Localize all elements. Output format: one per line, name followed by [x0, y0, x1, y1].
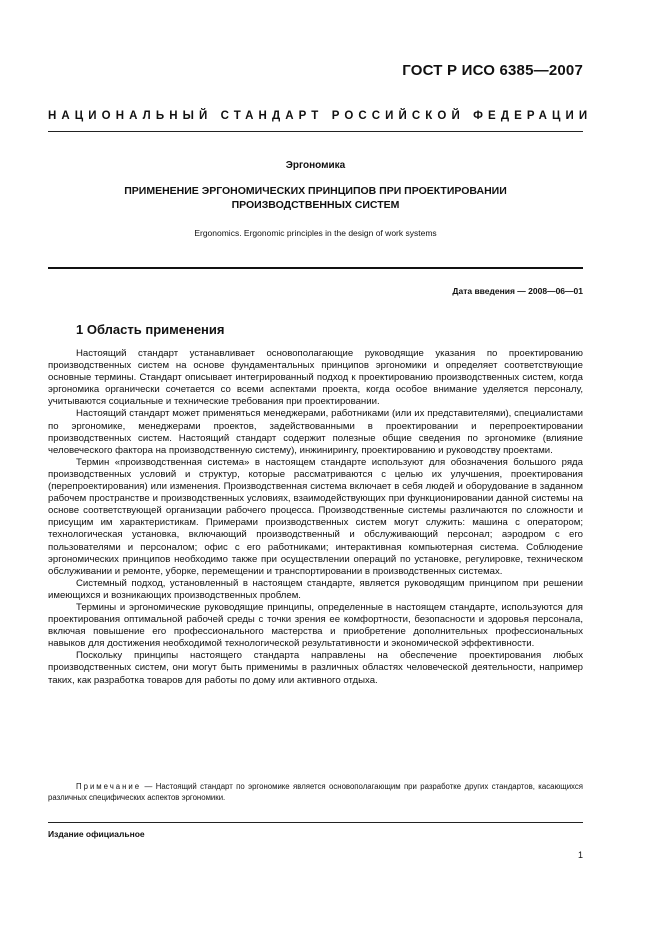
section-body — [48, 348, 583, 687]
note-text: — Настоящий стандарт по эргономике является основополагающим при разработке других стандартов, касающихся различных специфических аспектов эргономики. — [48, 782, 583, 802]
english-title: Ergonomics. Ergonomic principles in the design of work systems — [194, 228, 437, 238]
note-label: Примечание — [76, 782, 142, 791]
national-standard-banner: НАЦИОНАЛЬНЫЙ СТАНДАРТ РОССИЙСКОЙ ФЕДЕРАЦИИ — [48, 110, 593, 122]
paragraph: Термин «производственная система» в настоящем стандарте используют для обозначения большого ряда производственных условий и структур, которые рассматриваются с целью их улучшения, проектирования (перепроектирования) или изменения. Производственная система включает в себя людей и оборудование в заданном рабочем пространстве и производственных условиях, взаимодействующих при функционировании данной системы на основе соответствующей организации рабочего процесса. Производственные системы различаются по сложности и присущим им характеристикам. Примерами производственных систем могут служить: машина с оператором; технологическая установка, включающий производственный и обслуживающий персонал; аэродром с его пользователями и персоналом; офис с его работниками; интерактивная компьютерная система. Соблюдение эргономических принципов необходимо также при осуществлении операций по установке, регулировке, техническом обслуживании и ремонте, уборке, перемещении и транспортировании в производственных системах. — [48, 456, 583, 577]
header-divider — [48, 131, 583, 132]
paragraph: Термины и эргономические руководящие принципы, определенные в настоящем стандарте, используются для проектирования оптимальной рабочей среды с точки зрения ее комфортности, безопасности и здоровья персонала, включая повышение его профессионального мастерства и приобретение дополнительных профессиональных навыков для достижения необходимой технологической результативности и экономической эффективности. — [48, 601, 583, 650]
paragraph: Настоящий стандарт устанавливает основополагающие руководящие указания по проектированию производственных систем на основе фундаментальных принципов эргономики и определяет соответствующие основные термины. Стандарт описывает интегрированный подход к проектированию производственных систем, когда эргономика органически сочетается со всеми аспектами проекта, когда особое внимание уделяется персоналу, учитываются социальные и технические требования при проектировании. — [48, 348, 583, 408]
edition-label: Издание официальное — [48, 829, 145, 839]
title-divider — [48, 267, 583, 269]
title-line-2: ПРОИЗВОДСТВЕННЫХ СИСТЕМ — [231, 199, 400, 211]
paragraph: Системный подход, установленный в настоящем стандарте, является руководящим принципом при решении имеющихся и возникающих производственных проблем. — [48, 577, 583, 601]
page-number: 1 — [577, 850, 583, 860]
introduction-date: Дата введения — 2008—06—01 — [452, 286, 583, 296]
title-line-1: ПРИМЕНЕНИЕ ЭРГОНОМИЧЕСКИХ ПРИНЦИПОВ ПРИ ПРОЕКТИРОВАНИИ — [124, 185, 507, 197]
paragraph: Поскольку принципы настоящего стандарта направлены на обеспечение проектирования любых производственных систем, они могут быть применимы в различных областях человеческой деятельности, например таких, как разработка товаров для работы по дому или активного отдыха. — [48, 650, 583, 686]
paragraph: Настоящий стандарт может применяться менеджерами, работниками (или их представителями), специалистами по эргономике, менеджерами проектов, задействованными в проектировании и перепроектировании производственных систем. Настоящий стандарт содержит полезные общие сведения по эргономике (влияние человеческого фактора на производственную систему), инжинирингу, проектированию и руководству проектами. — [48, 408, 583, 456]
footer-divider — [48, 822, 583, 823]
note — [48, 781, 583, 803]
subject-heading: Эргономика — [285, 160, 346, 171]
document-title — [48, 184, 583, 212]
standard-id: ГОСТ Р ИСО 6385—2007 — [402, 62, 583, 79]
section-heading: 1 Область применения — [76, 322, 225, 337]
